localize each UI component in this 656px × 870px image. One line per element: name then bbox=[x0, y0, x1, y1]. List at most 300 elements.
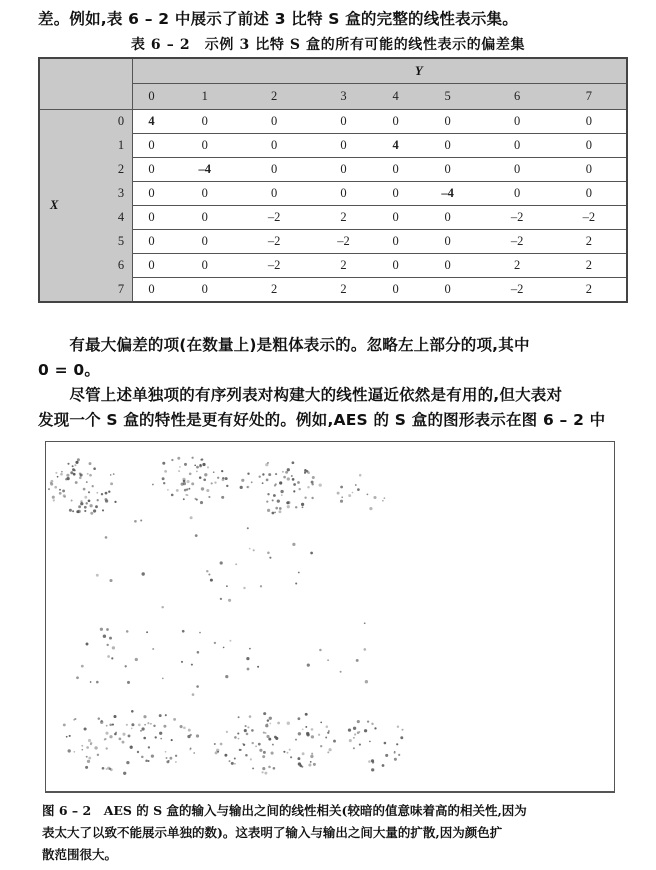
correlation-dot bbox=[126, 630, 129, 633]
correlation-dot bbox=[66, 474, 69, 477]
correlation-dot bbox=[354, 733, 356, 735]
table-cell: 0 bbox=[309, 182, 378, 206]
correlation-dot bbox=[105, 499, 108, 502]
correlation-dot bbox=[394, 758, 397, 761]
correlation-dot bbox=[202, 463, 205, 466]
correlation-dot bbox=[134, 520, 137, 523]
correlation-dot bbox=[364, 622, 366, 624]
correlation-dot bbox=[59, 492, 62, 495]
correlation-dot bbox=[283, 751, 285, 753]
row-header-7: 7 bbox=[110, 278, 133, 303]
correlation-dot bbox=[70, 471, 73, 474]
correlation-dot bbox=[188, 488, 190, 490]
correlation-dot bbox=[279, 481, 282, 484]
correlation-dot bbox=[274, 736, 276, 738]
correlation-dot bbox=[109, 723, 112, 726]
correlation-dot bbox=[311, 728, 314, 731]
correlation-dot bbox=[241, 479, 244, 482]
correlation-dot bbox=[287, 477, 290, 480]
correlation-dot bbox=[81, 665, 84, 668]
correlation-dot bbox=[302, 506, 304, 508]
correlation-dot bbox=[266, 479, 269, 482]
table-cell: –4 bbox=[170, 158, 239, 182]
correlation-dot bbox=[166, 760, 169, 763]
correlation-dot bbox=[252, 742, 254, 744]
correlation-dot bbox=[268, 473, 271, 476]
correlation-dot bbox=[88, 491, 90, 493]
correlation-dot bbox=[159, 714, 162, 717]
correlation-dot bbox=[186, 488, 188, 490]
correlation-dot bbox=[273, 494, 276, 497]
correlation-dot bbox=[189, 749, 191, 751]
correlation-dot bbox=[148, 760, 150, 762]
row-header-4: 4 bbox=[110, 206, 133, 230]
correlation-dot bbox=[247, 668, 250, 671]
correlation-dot bbox=[153, 725, 155, 727]
correlation-dot bbox=[258, 743, 261, 746]
correlation-dot bbox=[197, 651, 200, 654]
correlation-dot bbox=[138, 724, 141, 727]
correlation-dot bbox=[313, 763, 316, 766]
correlation-dot bbox=[226, 731, 228, 733]
correlation-dot bbox=[165, 714, 167, 716]
correlation-dot bbox=[365, 680, 368, 683]
correlation-dot bbox=[88, 499, 91, 502]
paragraph-1-line-2: 0 = 0。 bbox=[38, 361, 101, 379]
column-header-1: 1 bbox=[170, 84, 239, 110]
correlation-dot bbox=[384, 497, 386, 499]
table-cell: 0 bbox=[239, 182, 308, 206]
correlation-dot bbox=[318, 734, 320, 736]
correlation-dot bbox=[327, 732, 329, 734]
correlation-dot bbox=[84, 510, 86, 512]
correlation-dot bbox=[340, 486, 343, 489]
correlation-dot bbox=[90, 512, 93, 515]
table-cell: –4 bbox=[413, 182, 482, 206]
correlation-dot bbox=[267, 493, 269, 495]
table-cell: 0 bbox=[413, 158, 482, 182]
correlation-dot bbox=[214, 642, 216, 644]
correlation-dot bbox=[229, 640, 231, 642]
correlation-dot bbox=[261, 771, 263, 773]
correlation-dot bbox=[298, 732, 301, 735]
correlation-dot bbox=[244, 729, 247, 732]
correlation-dot bbox=[184, 463, 187, 466]
correlation-dot bbox=[90, 681, 92, 683]
correlation-dot bbox=[106, 747, 108, 749]
correlation-dot bbox=[353, 737, 355, 739]
correlation-dot bbox=[182, 630, 185, 633]
correlation-dot bbox=[382, 764, 385, 767]
correlation-dot bbox=[269, 557, 271, 559]
correlation-dot bbox=[217, 477, 219, 479]
correlation-dot bbox=[282, 471, 284, 473]
correlation-dot bbox=[249, 715, 252, 718]
correlation-dot bbox=[217, 751, 219, 753]
correlation-dot bbox=[162, 477, 165, 480]
correlation-dot bbox=[297, 481, 300, 484]
table-cell: 0 bbox=[378, 158, 413, 182]
correlation-dot bbox=[97, 499, 99, 501]
column-header-2: 2 bbox=[239, 84, 308, 110]
correlation-dot bbox=[72, 465, 74, 467]
table-cell: 0 bbox=[133, 158, 170, 182]
figure-caption-line-1: 图 6 – 2 AES 的 S 盒的输入与输出之间的线性相关(较暗的值意味着高的相关性,因为 bbox=[42, 803, 527, 818]
correlation-dot bbox=[86, 756, 88, 758]
correlation-dot bbox=[312, 476, 315, 479]
correlation-dot bbox=[62, 489, 65, 492]
correlation-dot bbox=[201, 458, 203, 460]
correlation-dot bbox=[367, 720, 369, 722]
correlation-dot bbox=[367, 494, 369, 496]
correlation-dot bbox=[341, 496, 343, 498]
correlation-dot bbox=[196, 466, 199, 469]
correlation-dot bbox=[357, 731, 360, 734]
correlation-dot bbox=[127, 681, 130, 684]
correlation-dot bbox=[152, 648, 154, 650]
correlation-dot bbox=[260, 585, 262, 587]
correlation-dot bbox=[188, 729, 191, 732]
correlation-dot bbox=[151, 754, 154, 757]
table-cell: 0 bbox=[413, 134, 482, 158]
correlation-dot bbox=[293, 490, 295, 492]
correlation-dot bbox=[277, 499, 280, 502]
correlation-dot bbox=[273, 767, 276, 770]
correlation-dot bbox=[348, 494, 351, 497]
correlation-dot bbox=[69, 735, 71, 737]
correlation-dot bbox=[371, 768, 374, 771]
correlation-dot bbox=[290, 756, 292, 758]
correlation-dot bbox=[267, 552, 270, 555]
table-cell: 0 bbox=[170, 254, 239, 278]
column-header-4: 4 bbox=[378, 84, 413, 110]
correlation-dot bbox=[85, 502, 87, 504]
correlation-dot bbox=[357, 488, 360, 491]
correlation-dot bbox=[295, 739, 297, 741]
correlation-dot bbox=[267, 509, 270, 512]
correlation-dot bbox=[169, 757, 172, 760]
sbox-correlation-figure bbox=[45, 441, 615, 793]
correlation-dot bbox=[181, 661, 183, 663]
correlation-dot bbox=[247, 486, 250, 489]
correlation-dot bbox=[274, 512, 276, 514]
correlation-dot bbox=[111, 657, 113, 659]
correlation-dot bbox=[225, 477, 228, 480]
correlation-dot bbox=[195, 534, 198, 537]
correlation-dot bbox=[325, 737, 327, 739]
correlation-dot bbox=[171, 459, 173, 461]
correlation-dot bbox=[161, 606, 163, 608]
correlation-dot bbox=[329, 748, 332, 751]
correlation-dot bbox=[74, 464, 76, 466]
correlation-dot bbox=[101, 493, 103, 495]
correlation-dot bbox=[275, 473, 277, 475]
correlation-dot bbox=[262, 755, 265, 758]
correlation-dot bbox=[110, 474, 112, 476]
correlation-dot bbox=[85, 766, 88, 769]
correlation-dot bbox=[187, 735, 190, 738]
correlation-dot bbox=[272, 744, 274, 746]
correlation-dot bbox=[167, 489, 169, 491]
table-cell: 2 bbox=[239, 278, 308, 303]
correlation-dot bbox=[272, 512, 275, 515]
correlation-dot bbox=[234, 736, 237, 739]
correlation-dot bbox=[84, 496, 87, 499]
correlation-dot bbox=[102, 509, 104, 511]
correlation-dot bbox=[87, 473, 89, 475]
correlation-dot bbox=[61, 471, 63, 473]
correlation-dot bbox=[245, 725, 247, 727]
table-header-y-row bbox=[39, 58, 627, 84]
correlation-dot bbox=[257, 666, 259, 668]
correlation-dot bbox=[385, 754, 388, 757]
correlation-dot bbox=[103, 635, 106, 638]
correlation-dot bbox=[304, 469, 307, 472]
correlation-dot bbox=[176, 489, 179, 492]
correlation-dot bbox=[187, 480, 190, 483]
row-header-6: 6 bbox=[110, 254, 133, 278]
correlation-dot bbox=[84, 506, 87, 509]
correlation-dot bbox=[269, 717, 272, 720]
correlation-dot bbox=[148, 746, 150, 748]
correlation-dot bbox=[90, 742, 92, 744]
correlation-dot bbox=[164, 470, 167, 473]
correlation-dot bbox=[308, 763, 311, 766]
correlation-dot bbox=[80, 500, 82, 502]
correlation-dot bbox=[140, 730, 142, 732]
correlation-dot bbox=[183, 498, 185, 500]
correlation-dot bbox=[327, 659, 329, 661]
correlation-dot bbox=[71, 499, 73, 501]
correlation-dot bbox=[243, 744, 245, 746]
correlation-dot bbox=[93, 467, 96, 470]
table-row bbox=[39, 254, 627, 278]
correlation-dot bbox=[267, 719, 269, 721]
correlation-dot bbox=[92, 485, 94, 487]
correlation-dot bbox=[262, 482, 264, 484]
correlation-dot bbox=[275, 507, 278, 510]
table-cell: 0 bbox=[413, 278, 482, 303]
correlation-dot bbox=[295, 506, 297, 508]
table-row bbox=[39, 182, 627, 206]
correlation-dot bbox=[214, 743, 216, 745]
correlation-dot bbox=[199, 464, 201, 466]
correlation-dot bbox=[69, 509, 72, 512]
intro-line: 差。例如,表 6 – 2 中展示了前述 3 比特 S 盒的完整的线性表示集。 bbox=[38, 10, 518, 28]
correlation-dot bbox=[268, 738, 271, 741]
paragraph-1-line-1: 有最大偏差的项(在数量上)是粗体表示的。忽略左上部分的项,其中 bbox=[38, 336, 530, 354]
correlation-dot bbox=[142, 572, 145, 575]
correlation-dot bbox=[328, 730, 330, 732]
correlation-dot bbox=[96, 681, 99, 684]
correlation-dot bbox=[84, 727, 87, 730]
correlation-dot bbox=[400, 736, 403, 739]
correlation-dot bbox=[279, 507, 282, 510]
table-cell: –2 bbox=[309, 230, 378, 254]
table-cell: –2 bbox=[482, 278, 551, 303]
correlation-dot bbox=[398, 754, 400, 756]
correlation-dot bbox=[266, 735, 269, 738]
correlation-dot bbox=[191, 482, 194, 485]
correlation-dot bbox=[106, 768, 108, 770]
column-header-3: 3 bbox=[309, 84, 378, 110]
correlation-dot bbox=[249, 648, 251, 650]
correlation-dot bbox=[102, 767, 105, 770]
correlation-dot bbox=[221, 470, 223, 472]
correlation-dot bbox=[333, 740, 336, 743]
correlation-dot bbox=[220, 598, 222, 600]
correlation-dot bbox=[327, 751, 329, 753]
correlation-dot bbox=[147, 722, 149, 724]
correlation-dot bbox=[286, 501, 289, 504]
correlation-dot bbox=[81, 745, 83, 747]
correlation-dot bbox=[228, 599, 231, 602]
correlation-dot bbox=[94, 746, 97, 749]
correlation-dot bbox=[143, 715, 146, 718]
correlation-dot bbox=[285, 471, 288, 474]
correlation-dot bbox=[93, 509, 96, 512]
correlation-dot bbox=[96, 492, 98, 494]
correlation-dot bbox=[98, 717, 101, 720]
correlation-dot bbox=[113, 715, 116, 718]
correlation-dot bbox=[265, 724, 268, 727]
correlation-dot bbox=[396, 743, 398, 745]
correlation-dot bbox=[356, 659, 359, 662]
correlation-dot bbox=[353, 727, 356, 730]
correlation-dot bbox=[281, 494, 283, 496]
correlation-dot bbox=[106, 644, 108, 646]
correlation-dot bbox=[287, 468, 290, 471]
correlation-dot bbox=[152, 484, 154, 486]
correlation-dot bbox=[177, 457, 180, 460]
correlation-dot bbox=[114, 501, 116, 503]
correlation-dot bbox=[73, 719, 75, 721]
correlation-dot bbox=[199, 476, 202, 479]
table-cell: 2 bbox=[552, 278, 627, 303]
correlation-dot bbox=[266, 500, 268, 502]
correlation-dot bbox=[359, 474, 362, 477]
correlation-dot bbox=[171, 739, 173, 741]
correlation-dot bbox=[137, 751, 139, 753]
correlation-dot bbox=[68, 749, 71, 752]
correlation-dot bbox=[74, 469, 76, 471]
correlation-dot bbox=[162, 678, 164, 680]
correlation-dot bbox=[280, 490, 283, 493]
correlation-dot bbox=[298, 762, 301, 765]
correlation-dot bbox=[87, 760, 90, 763]
correlation-dot bbox=[287, 505, 290, 508]
correlation-dot bbox=[364, 729, 367, 732]
table-row bbox=[39, 278, 627, 303]
correlation-dot bbox=[252, 767, 254, 769]
correlation-dot bbox=[143, 737, 146, 740]
correlation-dot bbox=[307, 486, 309, 488]
correlation-dot bbox=[141, 756, 144, 759]
correlation-dot bbox=[291, 475, 293, 477]
correlation-dot bbox=[109, 637, 112, 640]
correlation-dot bbox=[262, 767, 265, 770]
table-cell: 0 bbox=[482, 110, 551, 134]
table-cell: 0 bbox=[170, 134, 239, 158]
correlation-dot bbox=[63, 723, 66, 726]
correlation-dot bbox=[238, 738, 240, 740]
correlation-dot bbox=[162, 462, 165, 465]
correlation-dot bbox=[163, 725, 166, 728]
table-cell: 0 bbox=[133, 182, 170, 206]
correlation-dot bbox=[122, 733, 125, 736]
correlation-dot bbox=[305, 713, 308, 716]
correlation-dot bbox=[264, 732, 266, 734]
table-cell: 0 bbox=[378, 182, 413, 206]
correlation-dot bbox=[262, 473, 264, 475]
table-cell: –2 bbox=[482, 206, 551, 230]
correlation-dot bbox=[75, 481, 78, 484]
bias-table bbox=[38, 57, 628, 303]
correlation-dot bbox=[353, 747, 355, 749]
table-cell: 2 bbox=[552, 254, 627, 278]
correlation-dot bbox=[73, 751, 75, 753]
correlation-dot bbox=[89, 474, 92, 477]
correlation-dot bbox=[289, 749, 291, 751]
correlation-dot bbox=[159, 732, 162, 735]
table-cell: 0 bbox=[133, 278, 170, 303]
correlation-dot bbox=[106, 628, 109, 631]
correlation-dot bbox=[206, 570, 208, 572]
correlation-dot bbox=[234, 763, 236, 765]
table-cell: 2 bbox=[482, 254, 551, 278]
correlation-dot bbox=[305, 726, 307, 728]
correlation-dot bbox=[113, 473, 115, 475]
correlation-dot bbox=[220, 743, 223, 746]
correlation-dot bbox=[200, 501, 203, 504]
correlation-dot bbox=[357, 720, 360, 723]
table-cell: 0 bbox=[133, 254, 170, 278]
table-cell: 0 bbox=[309, 134, 378, 158]
correlation-dot bbox=[340, 671, 342, 673]
correlation-dot bbox=[67, 463, 69, 465]
correlation-dot bbox=[238, 716, 240, 718]
correlation-dot bbox=[100, 721, 103, 724]
correlation-dot bbox=[155, 736, 157, 738]
correlation-dot bbox=[190, 516, 193, 519]
correlation-dot bbox=[326, 725, 329, 728]
correlation-dot bbox=[128, 734, 131, 737]
correlation-dot bbox=[206, 489, 209, 492]
correlation-dot bbox=[50, 482, 52, 484]
correlation-dot bbox=[240, 749, 242, 751]
correlation-dot bbox=[220, 561, 223, 564]
table-cell: 0 bbox=[482, 134, 551, 158]
correlation-dot bbox=[86, 746, 89, 749]
table-cell: 0 bbox=[552, 158, 627, 182]
correlation-dot bbox=[246, 657, 249, 660]
correlation-dot bbox=[77, 458, 80, 461]
correlation-dot bbox=[66, 477, 69, 480]
correlation-dot bbox=[166, 757, 168, 759]
correlation-dot bbox=[298, 572, 300, 574]
correlation-dot bbox=[247, 527, 249, 529]
correlation-dot bbox=[349, 739, 352, 742]
correlation-dot bbox=[76, 510, 79, 513]
correlation-dot bbox=[298, 717, 301, 720]
correlation-dot bbox=[319, 483, 322, 486]
column-header-6: 6 bbox=[482, 84, 551, 110]
table-cell: 0 bbox=[413, 206, 482, 230]
correlation-dot bbox=[201, 487, 204, 490]
correlation-dot bbox=[293, 483, 296, 486]
correlation-dot bbox=[104, 739, 106, 741]
correlation-dot bbox=[234, 758, 236, 760]
